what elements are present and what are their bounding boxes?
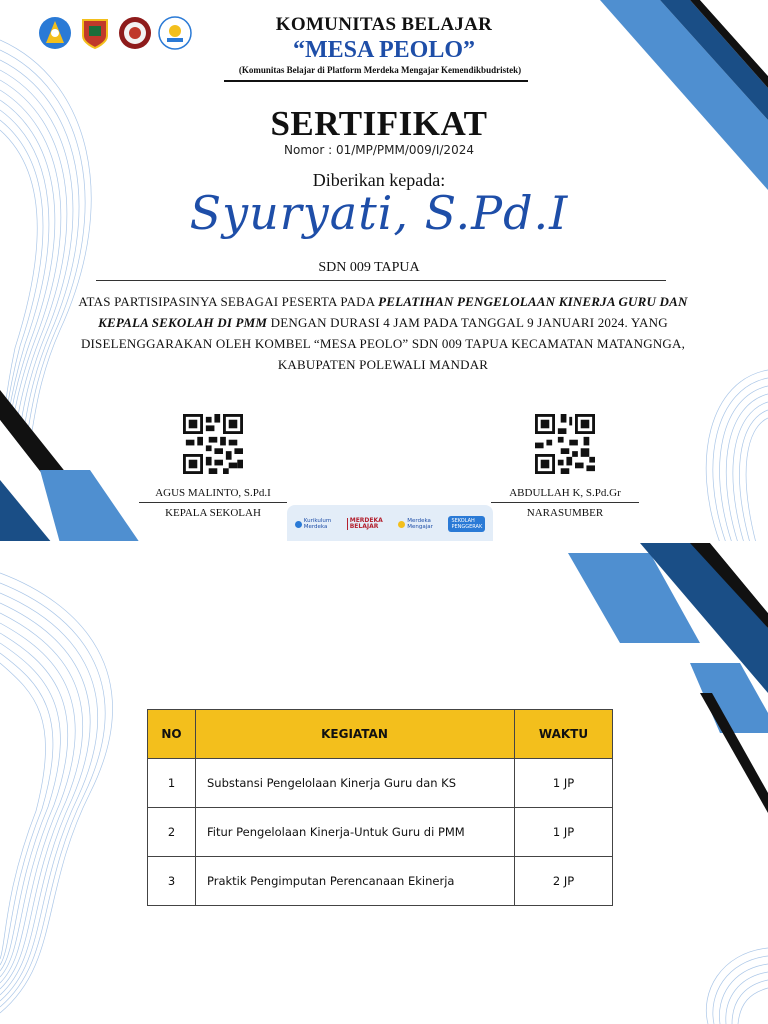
cell-no: 1 — [148, 759, 196, 808]
body-part-2: DENGAN DURASI 4 JAM PADA TANGGAL 9 JANUARI 2024. YANG DISELENGGARAKAN OLEH KOMBEL “MESA PEOLO” SDN 009 TAPUA KECAMATAN MATANGNGA, KABUPATEN POLEWALI MANDAR — [80, 315, 686, 372]
certificate-body — [54, 291, 712, 375]
brand-text: PENGGERAK — [451, 524, 483, 530]
org-label: KOMUNITAS BELAJAR — [275, 14, 493, 35]
cell-waktu: 2 JP — [515, 857, 613, 906]
brand-text: MERDEKA — [349, 517, 383, 524]
header-divider — [224, 80, 528, 82]
brand-text: Mengajar — [407, 524, 433, 530]
merdeka-mengajar-logo — [398, 518, 433, 530]
brand-text: Merdeka — [303, 524, 328, 530]
table-row — [148, 857, 613, 906]
training-name: PELATIHAN PENGELOLAAN KINERJA GURU DAN KEPALA SEKOLAH DI PMM — [98, 294, 688, 330]
given-to-label: Diberikan kepada: — [312, 170, 446, 190]
table-row — [148, 759, 613, 808]
cell-kegiatan: Praktik Pengimputan Perencanaan Ekinerja — [196, 857, 515, 906]
signer-role: KEPALA SEKOLAH — [165, 507, 261, 519]
cell-waktu: 1 JP — [515, 759, 613, 808]
certificate-number: Nomor : 01/MP/PMM/009/I/2024 — [284, 143, 474, 157]
org-subtitle: (Komunitas Belajar di Platform Merdeka Mengajar Kemendikbudristek) — [238, 65, 522, 75]
certificate-title: SERTIFIKAT — [270, 104, 488, 143]
table-header-row — [148, 710, 613, 759]
signature-line — [139, 502, 287, 503]
kurikulum-dot-icon — [295, 521, 302, 528]
brand-text: Kurikulum — [303, 518, 332, 524]
column-header-no: NO — [148, 710, 196, 759]
right-wave-lines — [706, 948, 768, 1024]
schedule-page — [0, 543, 768, 1024]
recipient-school: SDN 009 TAPUA — [318, 260, 420, 275]
signer-principal — [113, 414, 313, 519]
program-logo-strip — [287, 505, 493, 543]
mengajar-dot-icon — [398, 521, 405, 528]
column-header-kegiatan: KEGIATAN — [196, 710, 515, 759]
signer-speaker — [465, 414, 665, 519]
cell-kegiatan: Substansi Pengelolaan Kinerja Guru dan KS — [196, 759, 515, 808]
right-wave-lines — [706, 370, 768, 543]
kurikulum-merdeka-logo — [295, 518, 331, 530]
signature-line — [491, 502, 639, 503]
brand-text: BELAJAR — [349, 523, 379, 530]
cell-kegiatan: Fitur Pengelolaan Kinerja-Untuk Guru di PMM — [196, 808, 515, 857]
merdeka-belajar-logo — [347, 518, 383, 530]
recipient-name: Syuryati, S.Pd.I — [189, 186, 569, 240]
column-header-waktu: WAKTU — [515, 710, 613, 759]
signer-role: NARASUMBER — [526, 507, 604, 519]
left-wave-lines — [0, 573, 113, 1013]
qr-code-icon — [535, 414, 595, 474]
sekolah-penggerak-logo — [448, 516, 485, 532]
cell-no: 3 — [148, 857, 196, 906]
schedule-table — [147, 709, 613, 906]
brand-text: Merdeka — [407, 518, 431, 524]
recipient-underline — [96, 280, 666, 281]
cell-no: 2 — [148, 808, 196, 857]
brand-text: SEKOLAH — [451, 518, 475, 524]
body-part-1: ATAS PARTISIPASINYA SEBAGAI PESERTA PADA — [78, 294, 379, 309]
cell-waktu: 1 JP — [515, 808, 613, 857]
signer-name: ABDULLAH K, S.Pd.Gr — [509, 487, 621, 499]
org-name: “MESA PEOLO” — [292, 37, 476, 63]
qr-code-icon — [183, 414, 243, 474]
signer-name: AGUS MALINTO, S.Pd.I — [155, 487, 271, 499]
table-row — [148, 808, 613, 857]
